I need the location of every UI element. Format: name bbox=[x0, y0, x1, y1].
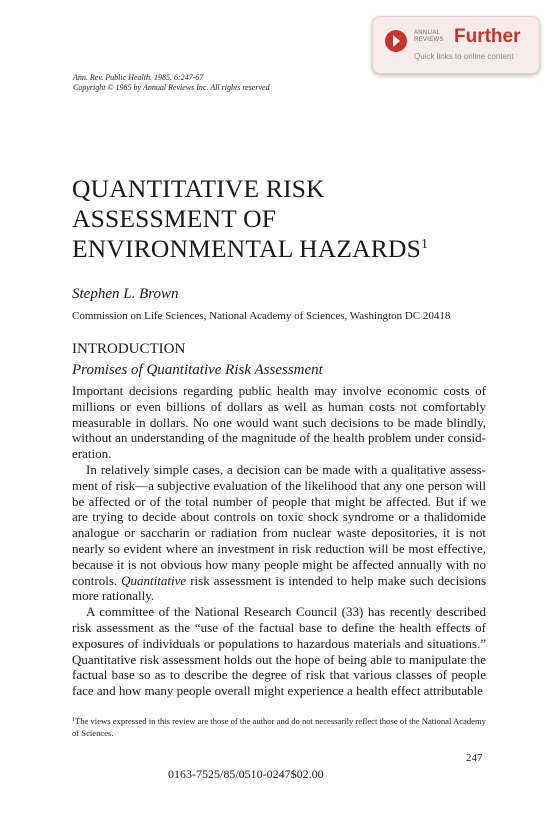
author-name: Stephen L. Brown bbox=[72, 286, 179, 302]
paragraph-2-tail: risk assessment is intended to help make such decisions more rationally. bbox=[72, 572, 487, 604]
issn-line: 0163-7525/85/0510-0247$02.00 bbox=[168, 767, 324, 781]
badge-subtitle: Quick links to online content bbox=[414, 52, 514, 61]
paragraph-3: A committee of the National Research Council (33) has recently described risk assessment as the “use of the factual base to define the health effects of exposures of individuals or populations to hazardous materials and situations.” Quantitative risk assessment holds out the hope of being able to manipulate the factual base so as to describe the degree of risk that various classes of people face and how many people overall might experience a health effect attributable bbox=[72, 604, 486, 699]
page-number: 247 bbox=[466, 752, 483, 764]
title-line-1: QUANTITATIVE RISK bbox=[72, 174, 325, 203]
footnote-text: The views expressed in this review are those of the author and do not necessarily reflect those of the National Academy of Sciences. bbox=[72, 716, 486, 738]
subsection-heading-promises: Promises of Quantitative Risk Assessment bbox=[72, 362, 323, 378]
further-label: Further bbox=[454, 26, 521, 47]
paragraph-1: Important decisions regarding public health may involve economic costs of millions or even billions of dollars as well as human costs not comfortably measurable in dollars. No one would want such decisions to be made blindly, without an understanding of the magnitude of the health problem under consideration. bbox=[72, 383, 486, 462]
annual-reviews-label: ANNUAL REVIEWS bbox=[414, 30, 444, 43]
arrow-circle-icon bbox=[385, 30, 407, 52]
paragraph-2-emphasis: Quantitative bbox=[121, 572, 187, 588]
title-line-2: ASSESSMENT OF bbox=[72, 204, 277, 233]
journal-citation: Ann. Rev. Public Health. 1985. 6:247-67 bbox=[73, 73, 204, 82]
further-badge[interactable] bbox=[372, 16, 540, 74]
footnote-mark: 1 bbox=[72, 717, 75, 723]
section-heading-introduction: INTRODUCTION bbox=[72, 341, 186, 357]
title-line-3 bbox=[72, 234, 512, 264]
paragraph-2 bbox=[72, 462, 486, 604]
copyright-line: Copyright © 1985 by Annual Reviews Inc. All rights reserved bbox=[73, 83, 270, 92]
paragraph-2-text: In relatively simple cases, a decision can be made with a qualitative assessment of risk—a subjective evaluation of the likelihood that any one person will be affected or of the total number of people that might be affected. But if we are trying to decide about controls on toxic shock syndrome or a thalidomide analogue or saccharin or radiation from nuclear waste depositories, it is not nearly so evident where an investment in risk reduction will be most effective, because it is not obvious how many people might be affected annually with no controls. bbox=[72, 461, 486, 588]
title-footnote-mark: 1 bbox=[421, 237, 429, 252]
body-text bbox=[72, 383, 486, 699]
article-title bbox=[72, 174, 512, 264]
title-line-3-text: ENVIRONMENTAL HAZARDS bbox=[72, 234, 421, 263]
journal-header bbox=[73, 73, 270, 93]
footnote bbox=[72, 715, 488, 739]
author-affiliation: Commission on Life Sciences, National Academy of Sciences, Washington DC 20418 bbox=[72, 310, 451, 322]
